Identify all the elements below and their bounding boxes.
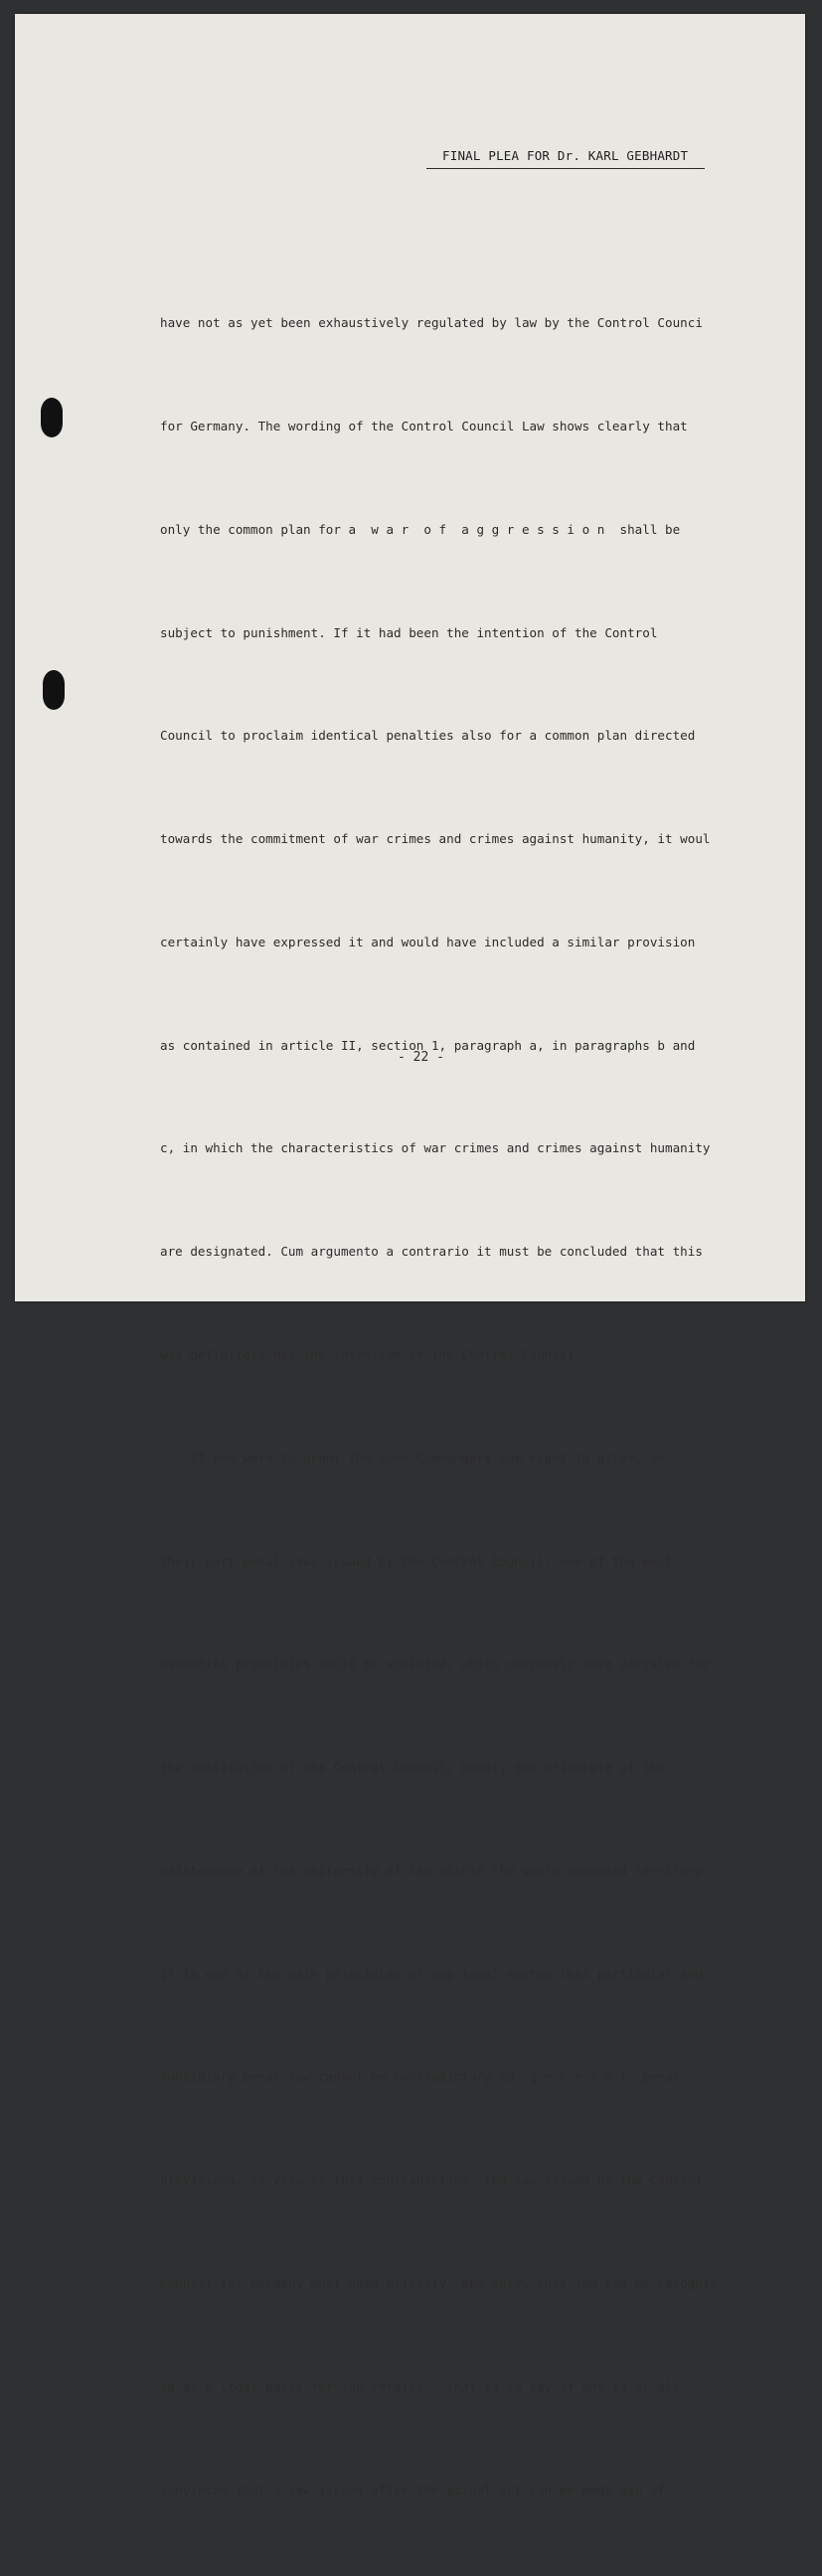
text-line: for Germany. The wording of the Control Council Law shows clearly that [160,418,688,433]
text-line: It is one of the main principles of any legal system that particular and [160,1966,703,1981]
text-line: Council to proclaim identical penalties also for a common plan directed [160,728,696,744]
document-page [15,14,805,2497]
punch-hole-top [41,398,63,437]
text-line: are designated. Cum argumento a contrario it must be concluded that this [160,1244,703,1260]
text-line: subsidiary penal law cannot be contradictory to g e n e r a l penal [160,2069,681,2085]
text-line: towards the commitment of war crimes and crimes against humanity, it woul [160,831,711,847]
text-line: only the common plan for a w a r o f a g g r e s s i o n shall be [160,521,681,537]
text-line: convinced that a law issued after the actual act can be made use of [160,2482,665,2497]
page-number: - 22 - [398,1050,444,1065]
text-line: certainly have expressed it and would have included a similar provision [160,934,696,949]
text-line: essential principles would be violated, which obviously were decisive for [160,1656,711,1672]
running-head: FINAL PLEA FOR Dr. KARL GEBHARDT [442,148,689,163]
text-line: Council for Germany must have priority, and only, this law can be recogniz- [160,2276,726,2292]
text-line: have not as yet been exhaustively regulated by law by the Control Counci [160,315,703,331]
text-line: maintenance of the uniformity of law within the whole occupied territory. [160,1862,711,1878]
body-text [160,238,786,2576]
text-line: If one were to grant the Zone Commanders the right to alter, on [160,1450,665,1465]
running-head-underline [426,168,705,169]
text-line: provisions. In view of this contradiction, the law issued by the Control [160,2172,703,2188]
text-line: subject to punishment. If it had been the intention of the Control [160,624,658,640]
text-line: the institution of the Control Council, namely the principle of the [160,1760,665,1776]
text-line: their part penal laws issued by the Control Council, one of the most [160,1553,673,1569]
text-line: as contained in article II, section 1, paragraph a, in paragraphs b and [160,1037,696,1053]
text-line: c, in which the characteristics of war crimes and crimes against humanity [160,1140,711,1156]
text-line: ed as a legal basis for the verdict - that is to say if one is at all [160,2378,681,2394]
punch-hole-bottom [43,670,65,710]
text-line: was definitely not the intention of the Control Council. [160,1347,582,1362]
